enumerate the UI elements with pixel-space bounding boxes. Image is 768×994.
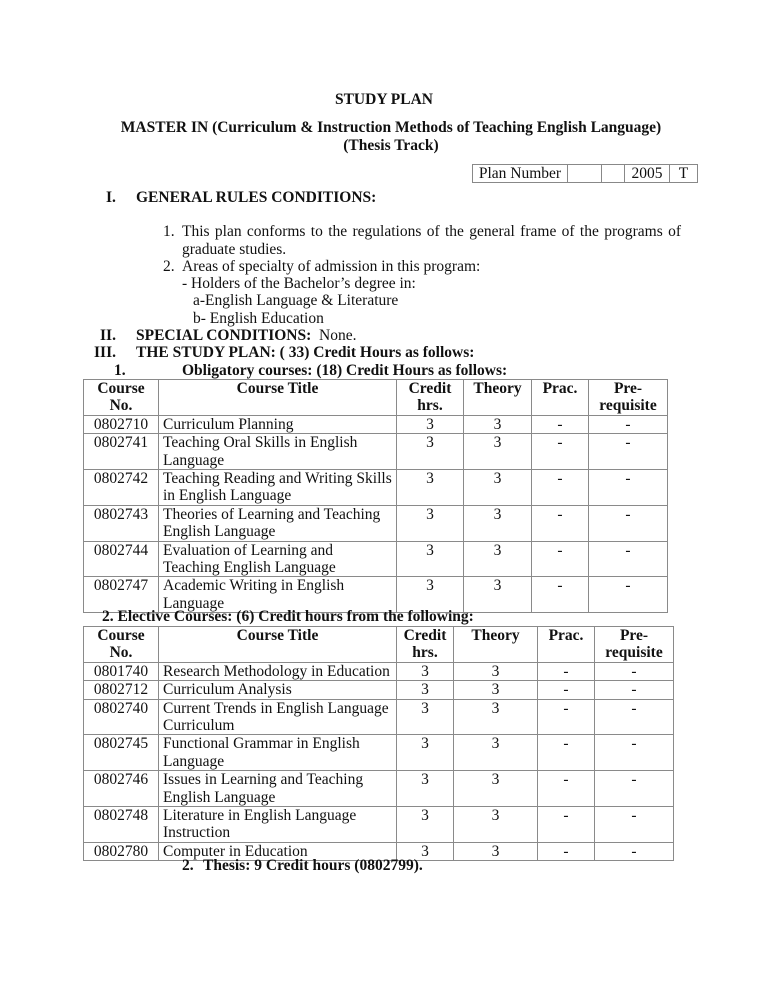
elective-heading: 2. Elective Courses: (6) Credit hours from the following: [102,608,474,625]
cell-course-no: 0802742 [84,470,159,506]
cell-prac: - [538,735,595,771]
table-header-row [84,627,674,663]
elective-courses-table [83,626,674,861]
cell-course-no: 0802747 [84,577,159,613]
plan-year: 2005 [625,165,670,183]
table-row [84,662,674,680]
column-header-course-no: Course No. [84,380,159,416]
section-numeral: I. [106,189,116,206]
cell-course-title: Evaluation of Learning and Teaching English Language [159,541,397,577]
cell-prerequisite: - [595,807,674,843]
cell-course-no: 0802712 [84,681,159,699]
cell-prac: - [538,662,595,680]
cell-course-no: 0802740 [84,699,159,735]
cell-credit-hrs: 3 [397,434,464,470]
cell-course-title: Functional Grammar in English Language [159,735,397,771]
section-heading-special-conditions: SPECIAL CONDITIONS: [136,327,312,344]
subsection-number: 2. [182,857,194,874]
obligatory-heading: Obligatory courses: (18) Credit Hours as follows: [182,362,508,379]
cell-course-title: Research Methodology in Education [159,662,397,680]
cell-prac: - [532,577,589,613]
cell-credit-hrs: 3 [397,505,464,541]
cell-credit-hrs: 3 [397,699,454,735]
degree-option-a: a-English Language & Literature [193,292,399,309]
cell-prerequisite: - [595,681,674,699]
column-header-prac: Prac. [538,627,595,663]
column-header-prac: Prac. [532,380,589,416]
plan-number-cell [568,165,602,183]
column-header-credit-hrs: Credit hrs. [397,380,464,416]
cell-credit-hrs: 3 [397,541,464,577]
holders-text: - Holders of the Bachelor’s degree in: [182,275,416,292]
cell-course-title: Literature in English Language Instruction [159,807,397,843]
cell-theory: 3 [464,577,532,613]
cell-credit-hrs: 3 [397,662,454,680]
cell-prerequisite: - [595,735,674,771]
cell-course-title: Teaching Reading and Writing Skills in English Language [159,470,397,506]
cell-course-no: 0802780 [84,842,159,860]
cell-course-title: Current Trends in English Language Curriculum [159,699,397,735]
program-title: MASTER IN (Curriculum & Instruction Methods of Teaching English Language) (Thesis Track) [120,119,662,154]
cell-prac: - [532,505,589,541]
cell-course-no: 0802745 [84,735,159,771]
column-header-course-title: Course Title [159,380,397,416]
cell-credit-hrs: 3 [397,807,454,843]
table-row [84,771,674,807]
cell-theory: 3 [454,807,538,843]
cell-theory: 3 [464,415,532,433]
cell-prac: - [538,807,595,843]
cell-theory: 3 [454,735,538,771]
table-row [84,505,668,541]
column-header-theory: Theory [464,380,532,416]
cell-prac: - [532,415,589,433]
cell-theory: 3 [454,681,538,699]
cell-credit-hrs: 3 [397,771,454,807]
cell-course-title: Issues in Learning and Teaching English Language [159,771,397,807]
cell-prac: - [532,541,589,577]
cell-course-title: Computer in Education [159,842,397,860]
column-header-credit-hrs: Credit hrs. [397,627,454,663]
plan-number-box [472,164,698,183]
cell-course-no: 0802741 [84,434,159,470]
table-row [84,681,674,699]
list-number: 2. [163,258,175,275]
cell-prerequisite: - [595,699,674,735]
list-number: 1. [163,223,175,240]
cell-credit-hrs: 3 [397,842,454,860]
table-header-row [84,380,668,416]
cell-theory: 3 [464,434,532,470]
cell-prerequisite: - [595,842,674,860]
table-row [84,541,668,577]
cell-prac: - [538,699,595,735]
section-heading-study-plan: THE STUDY PLAN: ( 33) Credit Hours as follows: [136,344,475,361]
cell-theory: 3 [464,505,532,541]
cell-course-no: 0802710 [84,415,159,433]
cell-credit-hrs: 3 [397,681,454,699]
cell-prerequisite: - [589,470,668,506]
table-row [84,807,674,843]
cell-course-title: Teaching Oral Skills in English Language [159,434,397,470]
cell-prac: - [538,681,595,699]
column-header-theory: Theory [454,627,538,663]
cell-credit-hrs: 3 [397,577,464,613]
plan-number-cell [602,165,625,183]
cell-course-no: 0802748 [84,807,159,843]
column-header-prerequisite: Pre-requisite [589,380,668,416]
special-conditions-value: None. [319,327,357,344]
table-row [84,415,668,433]
section-numeral: II. [100,327,116,344]
cell-theory: 3 [464,470,532,506]
degree-option-b: b- English Education [193,310,324,327]
subsection-number: 1. [114,362,126,379]
cell-prerequisite: - [589,415,668,433]
cell-prac: - [538,842,595,860]
section-numeral: III. [94,344,116,361]
cell-prerequisite: - [589,505,668,541]
list-item-text: Areas of specialty of admission in this program: [182,258,481,275]
cell-theory: 3 [454,842,538,860]
cell-credit-hrs: 3 [397,735,454,771]
list-item-text: This plan conforms to the regulations of the general frame of the programs of graduate studies. [182,223,681,258]
cell-course-no: 0802743 [84,505,159,541]
cell-credit-hrs: 3 [397,415,464,433]
cell-theory: 3 [464,541,532,577]
cell-credit-hrs: 3 [397,470,464,506]
cell-prac: - [538,771,595,807]
table-row [84,434,668,470]
cell-course-no: 0802744 [84,541,159,577]
cell-course-title: Academic Writing in English Language [159,577,397,613]
cell-prerequisite: - [595,771,674,807]
cell-theory: 3 [454,699,538,735]
thesis-line: Thesis: 9 Credit hours (0802799). [203,857,423,874]
cell-course-title: Theories of Learning and Teaching English Language [159,505,397,541]
cell-prerequisite: - [589,541,668,577]
table-row [84,470,668,506]
cell-theory: 3 [454,662,538,680]
section-heading-general-rules: GENERAL RULES CONDITIONS: [136,189,377,206]
cell-course-title: Curriculum Analysis [159,681,397,699]
cell-theory: 3 [454,771,538,807]
cell-prerequisite: - [595,662,674,680]
cell-prerequisite: - [589,434,668,470]
table-row [84,699,674,735]
obligatory-courses-table [83,379,668,613]
cell-prac: - [532,434,589,470]
plan-type: T [670,165,698,183]
cell-prac: - [532,470,589,506]
cell-prerequisite: - [589,577,668,613]
column-header-course-no: Course No. [84,627,159,663]
plan-number-label: Plan Number [473,165,568,183]
document-title: STUDY PLAN [334,91,434,108]
cell-course-title: Curriculum Planning [159,415,397,433]
cell-course-no: 0801740 [84,662,159,680]
column-header-prerequisite: Pre-requisite [595,627,674,663]
cell-course-no: 0802746 [84,771,159,807]
table-row [84,735,674,771]
column-header-course-title: Course Title [159,627,397,663]
